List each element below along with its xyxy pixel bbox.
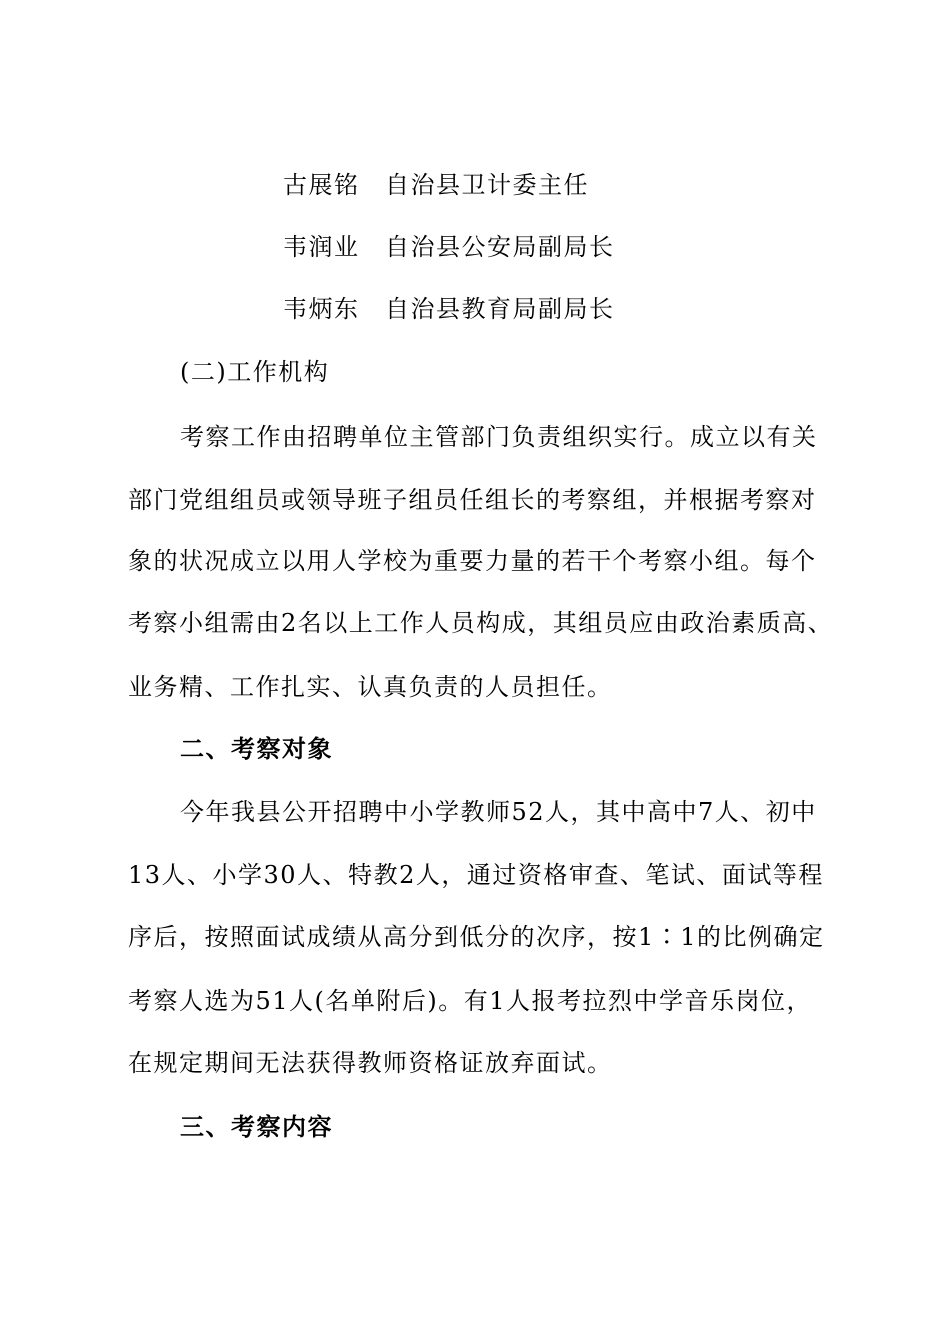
committee-member xyxy=(283,170,589,200)
paragraph-line: 考察小组需由2名以上工作人员构成，其组员应由政治素质高、 xyxy=(128,609,834,637)
member-role: 自治县卫计委主任 xyxy=(385,171,589,199)
section-heading: 二、考察对象 xyxy=(180,735,333,763)
committee-member xyxy=(283,232,615,262)
paragraph-line: 序后，按照面试成绩从高分到低分的次序，按1∶1的比例确定 xyxy=(128,923,825,951)
member-role: 自治县教育局副局长 xyxy=(385,295,615,323)
paragraph-line: 考察人选为51人(名单附后)。有1人报考拉烈中学音乐岗位， xyxy=(128,987,813,1015)
paragraph-line: 13人、小学30人、特教2人，通过资格审查、笔试、面试等程 xyxy=(128,861,824,889)
member-name: 韦炳东 xyxy=(283,295,360,323)
committee-member xyxy=(283,294,615,324)
section-heading: 三、考察内容 xyxy=(180,1113,333,1141)
paragraph-line: 在规定期间无法获得教师资格证放弃面试。 xyxy=(128,1049,613,1077)
member-role: 自治县公安局副局长 xyxy=(385,233,615,261)
member-name: 古展铭 xyxy=(283,171,360,199)
subsection-heading: (二)工作机构 xyxy=(180,358,330,386)
paragraph-line: 考察工作由招聘单位主管部门负责组织实行。成立以有关 xyxy=(180,423,818,451)
member-name: 韦润业 xyxy=(283,233,360,261)
paragraph-line: 象的状况成立以用人学校为重要力量的若干个考察小组。每个 xyxy=(128,547,817,575)
paragraph-line: 今年我县公开招聘中小学教师52人，其中高中7人、初中 xyxy=(180,798,817,826)
paragraph-line: 部门党组组员或领导班子组员任组长的考察组，并根据考察对 xyxy=(128,486,817,514)
paragraph-line: 业务精、工作扎实、认真负责的人员担任。 xyxy=(128,673,613,701)
